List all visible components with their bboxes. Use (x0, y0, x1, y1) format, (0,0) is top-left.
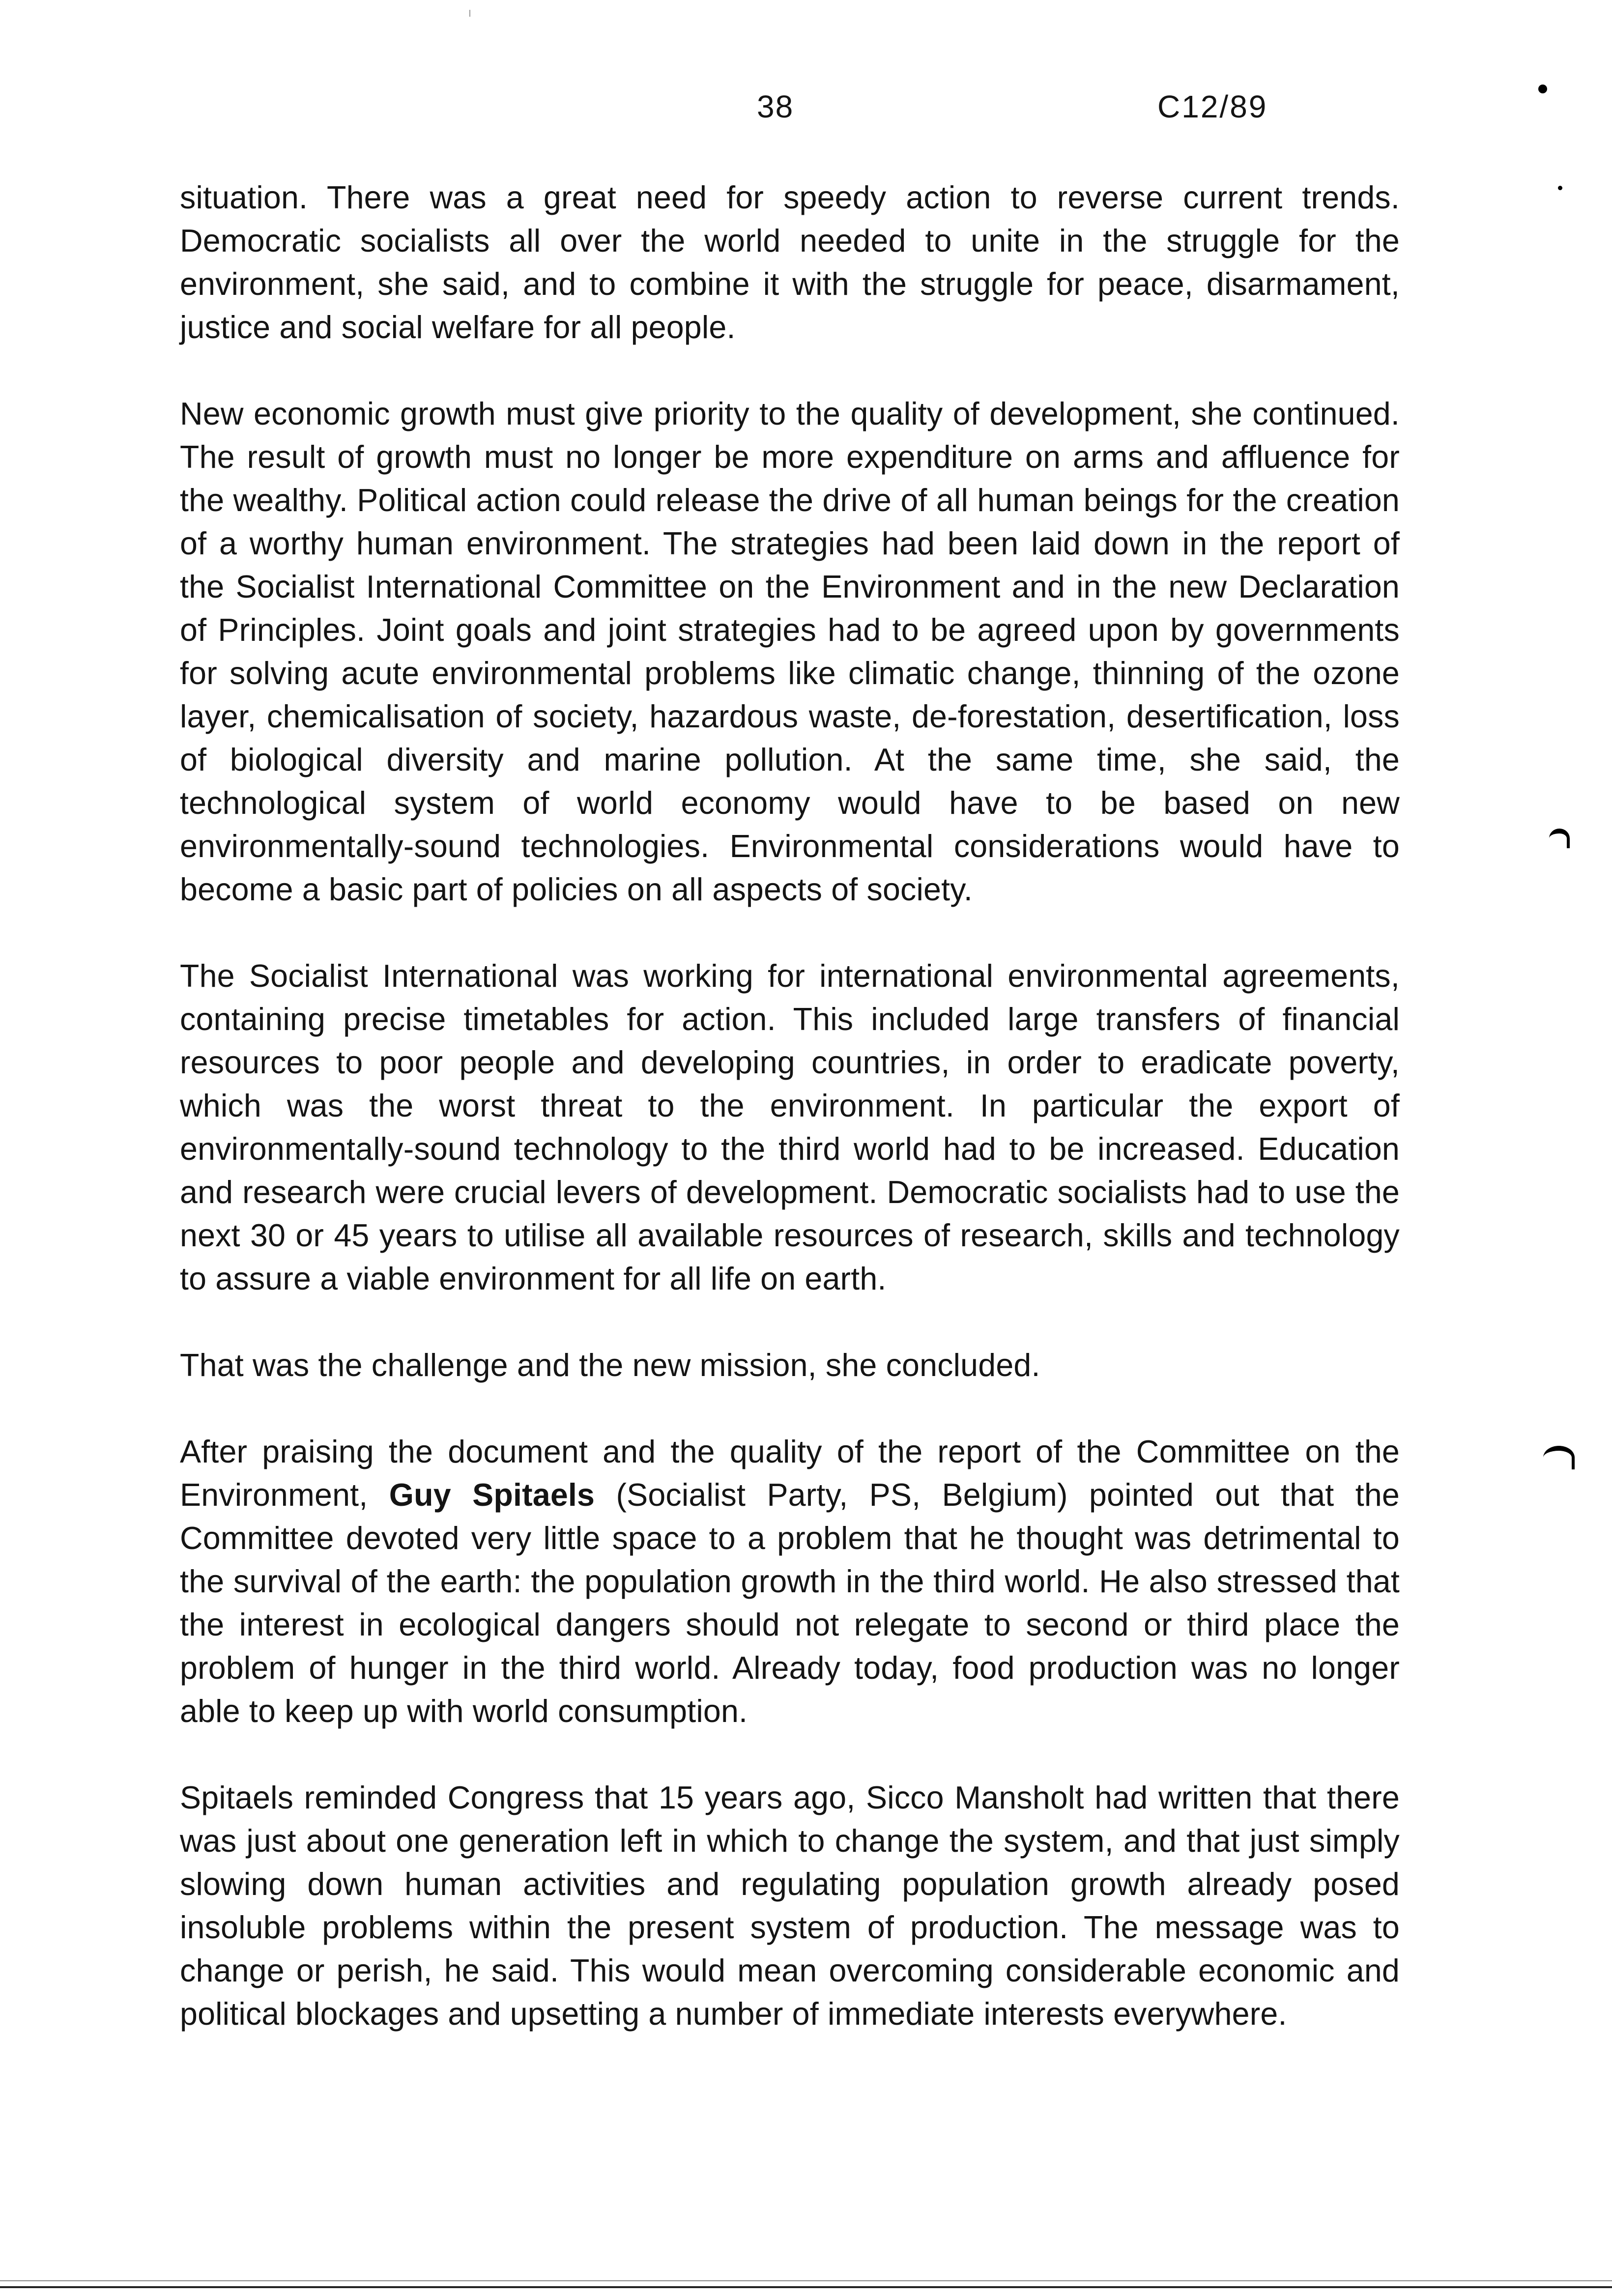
scan-artifact-tick (469, 10, 470, 17)
page-bottom-edge (0, 2286, 1612, 2288)
speaker-name: Guy Spitaels (389, 1477, 595, 1513)
body-text (180, 176, 1400, 2036)
paragraph-text: (Socialist Party, PS, Belgium) pointed out that the Committee devoted very little space to a problem that he thought was detrimental to the survival of the earth: the population growth in the third world. He also stressed that the interest in ecological dangers should not relegate to second or third place the problem of hunger in the third world. Already today, food production was no longer able to keep up with world consumption. (180, 1477, 1400, 1729)
binding-hole-mark (1543, 1446, 1575, 1469)
paragraph: Spitaels reminded Congress that 15 years ago, Sicco Mansholt had written that there was just about one generation left in which to change the system, and that just simply slowing down human activities and regulating population growth already posed insoluble problems within the present system of production. The message was to change or perish, he said. This would mean overcoming considerable economic and political blockages and upsetting a number of immediate interests everywhere. (180, 1780, 1400, 2032)
paragraph (180, 1430, 1400, 1733)
paragraph: The Socialist International was working for international environmental agreements, containing precise timetables for action. This included large transfers of financial resources to poor people and developing countries, in order to eradicate poverty, which was the worst threat to the environment. In particular the export of environmentally-sound technology to the third world had to be increased. Education and research were crucial levers of development. Democratic socialists had to use the next 30 or 45 years to utilise all available resources of research, skills and technology to assure a viable environment for all life on earth. (180, 958, 1400, 1296)
page-bottom-rule (0, 2280, 1612, 2281)
document-reference: C12/89 (1157, 89, 1268, 124)
scan-artifact-dot (1558, 186, 1562, 190)
paragraph: New economic growth must give priority to the quality of development, she continued. The result of growth must no longer be more expenditure on arms and affluence for the wealthy. Political action could release the drive of all human beings for the creation of a worthy human environment. The strategies had been laid down in the report of the Socialist International Committee on the Environment and in the new Declaration of Principles. Joint goals and joint strategies had to be agreed upon by governments for solving acute environmental problems like climatic change, thinning of the ozone layer, chemicalisation of society, hazardous waste, de-forestation, desertification, loss of biological diversity and marine pollution. At the same time, she said, the technological system of world economy would have to be based on new environmentally-sound technologies. Environmental considerations would have to become a basic part of policies on all aspects of society. (180, 396, 1400, 907)
paragraph-text: After praising the document and the quality of the report of the Committee on the Environment, (180, 1434, 1400, 1513)
paragraph: That was the challenge and the new mission, she concluded. (180, 1348, 1040, 1383)
page-number: 38 (757, 89, 794, 124)
paragraph: situation. There was a great need for speedy action to reverse current trends. Democratic socialists all over the world needed to unite in the struggle for the environment, she said, and to combine it with the struggle for peace, disarmament, justice and social welfare for all people. (180, 180, 1400, 345)
binding-hole-mark (1549, 829, 1570, 848)
scan-artifact-dot (1538, 85, 1547, 93)
